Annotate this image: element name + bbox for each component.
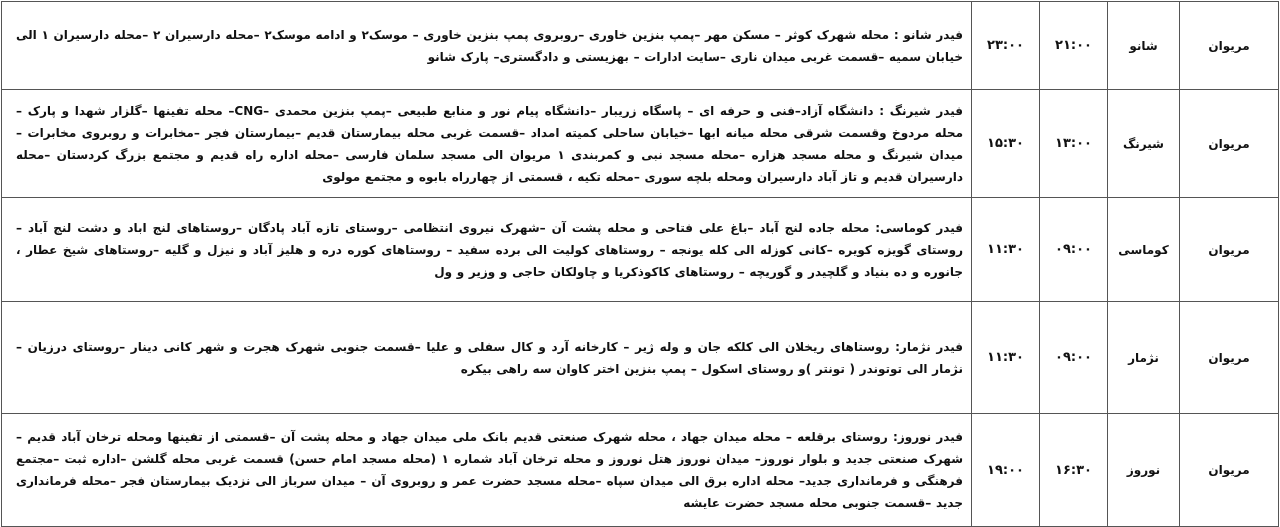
affected-areas-cell: فیدر شانو : محله شهرک کوثر – مسکن مهر –پمپ بنزین خاوری –روبروی پمپ بنزین خاوری – موسک۲ و ادامه موسک۲ –محله دارسیران ۲ –محله دارسیران ۱ الی خیابان سمیه –قسمت غربی میدان ناری –سایت ادارات – بهزیستی و دادگستری– پارک شانو	[2, 2, 972, 90]
city-cell: مریوان	[1180, 198, 1279, 302]
start-time-cell: ۲۱:۰۰	[1040, 2, 1108, 90]
city-cell: مریوان	[1180, 302, 1279, 414]
city-cell: مریوان	[1180, 90, 1279, 198]
feeder-name-cell: نژمار	[1108, 302, 1180, 414]
end-time-cell: ۱۵:۳۰	[972, 90, 1040, 198]
feeder-name-cell: شیرنگ	[1108, 90, 1180, 198]
table-row	[2, 302, 1279, 414]
affected-areas-cell: فیدر شیرنگ : دانشگاه آزاد–فنی و حرفه ای – پاسگاه زریبار –دانشگاه پیام نور و منابع طبیعی –پمپ بنزین محمدی –CNG– محله تفینها –گلزار شهدا و پارک –محله مردوخ وقسمت شرقی محله میانه ابها –خیابان ساحلی کمیته امداد –قسمت غربی محله بیمارستان قدیم –بیمارستان فجر –مخابرات و روبروی مخابرات –میدان شیرنگ و محله مسجد هزاره –محله مسجد نبی و کمربندی ۱ مریوان الی مسجد سلمان فارسی –محله اداره راه قدیم و مجتمع بزرگ کردستان –محله دارسیران قدیم و تاز آباد دارسیران ومحله بلچه سوری –محله تکیه ، قسمتی از چهارراه بابوه و مجتمع مولوی	[2, 90, 972, 198]
end-time-cell: ۱۹:۰۰	[972, 414, 1040, 527]
end-time-cell: ۱۱:۳۰	[972, 198, 1040, 302]
table-row	[2, 414, 1279, 527]
table-row	[2, 90, 1279, 198]
end-time-cell: ۲۳:۰۰	[972, 2, 1040, 90]
table-row	[2, 198, 1279, 302]
start-time-cell: ۱۳:۰۰	[1040, 90, 1108, 198]
start-time-cell: ۰۹:۰۰	[1040, 302, 1108, 414]
end-time-cell: ۱۱:۳۰	[972, 302, 1040, 414]
start-time-cell: ۱۶:۳۰	[1040, 414, 1108, 527]
city-cell: مریوان	[1180, 414, 1279, 527]
affected-areas-cell: فیدر نوروز: روستای برقلعه – محله میدان جهاد ، محله شهرک صنعتی قدیم بانک ملی میدان جهاد و محله پشت آن –قسمتی از تفینها ومحله ترخان آباد قدیم –شهرک صنعتی جدید و بلوار نوروز– میدان نوروز هتل نوروز و محله ترخان آباد شماره ۱ (محله مسجد امام حسن) قسمت غربی محله گلشن –اداره ثبت –مجتمع فرهنگی و فرمانداری جدید– محله اداره برق الی میدان سپاه –محله مسجد حضرت عمر و روبروی آن – میدان سرباز الی نزدیک بیمارستان فجر –محله فرمانداری جدید –قسمت جنوبی محله مسجد حضرت عایشه	[2, 414, 972, 527]
feeder-name-cell: نوروز	[1108, 414, 1180, 527]
start-time-cell: ۰۹:۰۰	[1040, 198, 1108, 302]
affected-areas-cell: فیدر کوماسی: محله جاده لنج آباد –باغ علی فتاحی و محله پشت آن –شهرک نیروی انتظامی –روستای تازه آباد پادگان –روستاهای لنج اباد و دشت لنج آباد –روستای گویزه کویره –کانی کوزله الی کله یونجه – روستاهای کولیت الی برده سفید – روستاهای کوره دره و هلیز آباد و نیزل و گلیه –روستاهای شیخ عطار ، جانوره و ده بنیاد و گلچیدر و گوریچه – روستاهای کاکوذکریا و چاولکان حاجی و وزیر و ول	[2, 198, 972, 302]
affected-areas-cell: فیدر نژمار: روستاهای ریخلان الی کلکه جان و وله ژیر – کارخانه آرد و کال سفلی و علیا –قسمت جنوبی شهرک هجرت و شهر کانی دینار –روستای درزیان –نژمار الی توتوندر ( تونتر )و روستای اسکول – پمپ بنزین اختر کاوان سه راهی بیکره	[2, 302, 972, 414]
city-cell: مریوان	[1180, 2, 1279, 90]
outage-schedule-table	[1, 1, 1279, 527]
feeder-name-cell: کوماسی	[1108, 198, 1180, 302]
table-row	[2, 2, 1279, 90]
feeder-name-cell: شانو	[1108, 2, 1180, 90]
